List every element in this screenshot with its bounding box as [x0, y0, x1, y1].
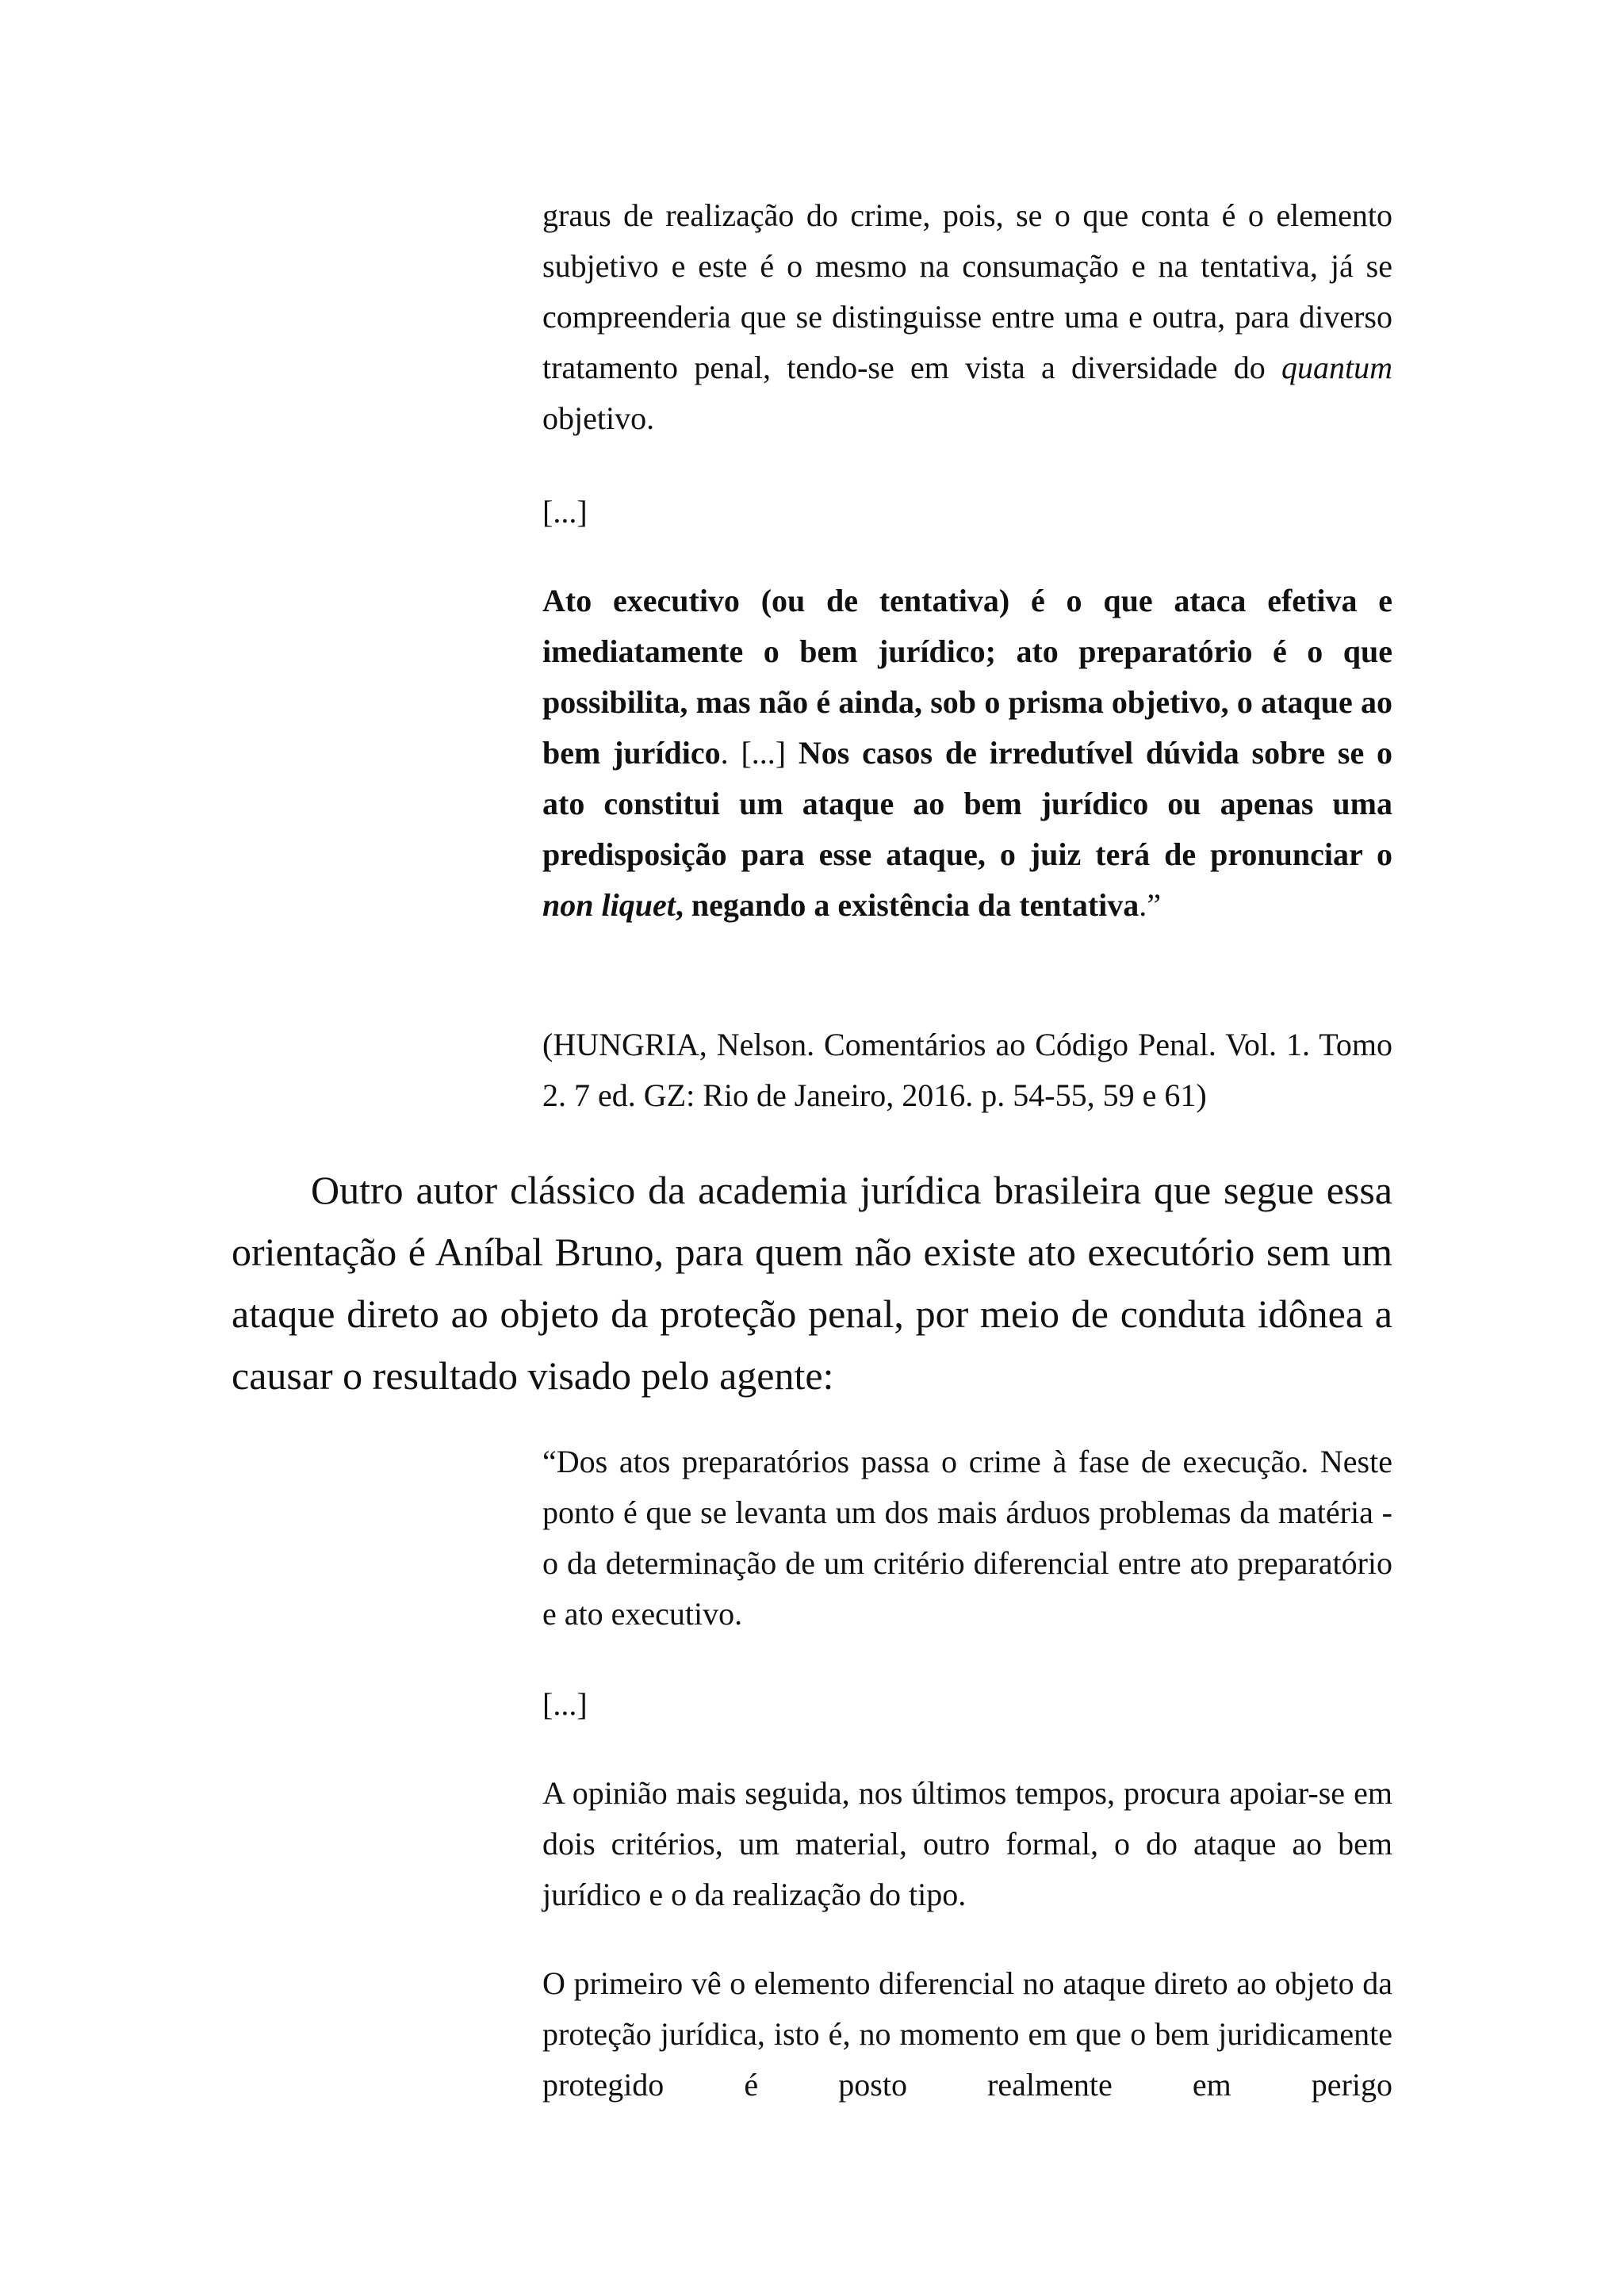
quote-bold-text: Ato executivo (ou de tentativa) é o que ataca efetiva e imediatamente o bem jurídico; ato preparatório é o que possibilita, mas não é ainda, sob o prisma objetivo, o ataque ao bem jurídico [542, 583, 1392, 771]
quote-italic-term: quantum [1281, 350, 1392, 385]
ellipsis-text: [...] [542, 494, 588, 530]
block-quote-bruno [542, 1437, 1392, 1640]
quote-bold-text: , negando a existência da tentativa [675, 887, 1139, 923]
quote-text: .” [1139, 887, 1162, 923]
block-quote-bruno-first [542, 1958, 1392, 2110]
ellipsis-text: [...] [542, 1686, 588, 1722]
quote-bold-text: Nos casos de irredutível dúvida sobre se o ato constitui um ataque ao bem jurídico ou apenas uma predisposição para esse ataque, o juiz terá de pronunciar o [542, 735, 1393, 872]
quote-paragraph [542, 190, 1392, 444]
citation-text: (HUNGRIA, Nelson. Comentários ao Código Penal. Vol. 1. Tomo 2. 7 ed. GZ: Rio de Janeiro, 2016. p. 54-55, 59 e 61) [542, 1027, 1392, 1113]
block-quote-hungria-bold [542, 576, 1392, 931]
quote-text: . [...] [720, 735, 799, 771]
quote-italic-term: non liquet [542, 887, 676, 923]
quote-ellipsis [542, 487, 1392, 538]
block-quote-hungria [542, 190, 1392, 444]
quote-paragraph: A opinião mais seguida, nos últimos tempos, procura apoiar-se em dois critérios, um material, outro formal, o do ataque ao bem jurídico e o da realização do tipo. [542, 1775, 1392, 1912]
body-paragraph: Outro autor clássico da academia jurídica brasileira que segue essa orientação é Aníbal Bruno, para quem não existe ato executório sem um ataque direto ao objeto da proteção penal, por meio de conduta idônea a causar o resultado visado pelo agente: [232, 1168, 1392, 1398]
citation [542, 1020, 1392, 1121]
quote-text: graus de realização do crime, pois, se o que conta é o elemento subjetivo e este é o mesmo na consumação e na tentativa, já se compreenderia que se distinguisse entre uma e outra, para diverso tratamento penal, tendo-se em vista a diversidade do [542, 197, 1392, 385]
quote-ellipsis [542, 1679, 1392, 1730]
quote-text: objetivo. [542, 400, 655, 436]
quote-paragraph: “Dos atos preparatórios passa o crime à fase de execução. Neste ponto é que se levanta um dos mais árduos problemas da matéria - o da determinação de um critério diferencial entre ato preparatório e ato executivo. [542, 1444, 1392, 1632]
quote-paragraph [542, 576, 1392, 931]
block-quote-bruno-criteria [542, 1768, 1392, 1920]
quote-paragraph: O primeiro vê o elemento diferencial no ataque direto ao objeto da proteção jurídica, isto é, no momento em que o bem juridicamente protegido é posto realmente em perigo [542, 1965, 1392, 2103]
